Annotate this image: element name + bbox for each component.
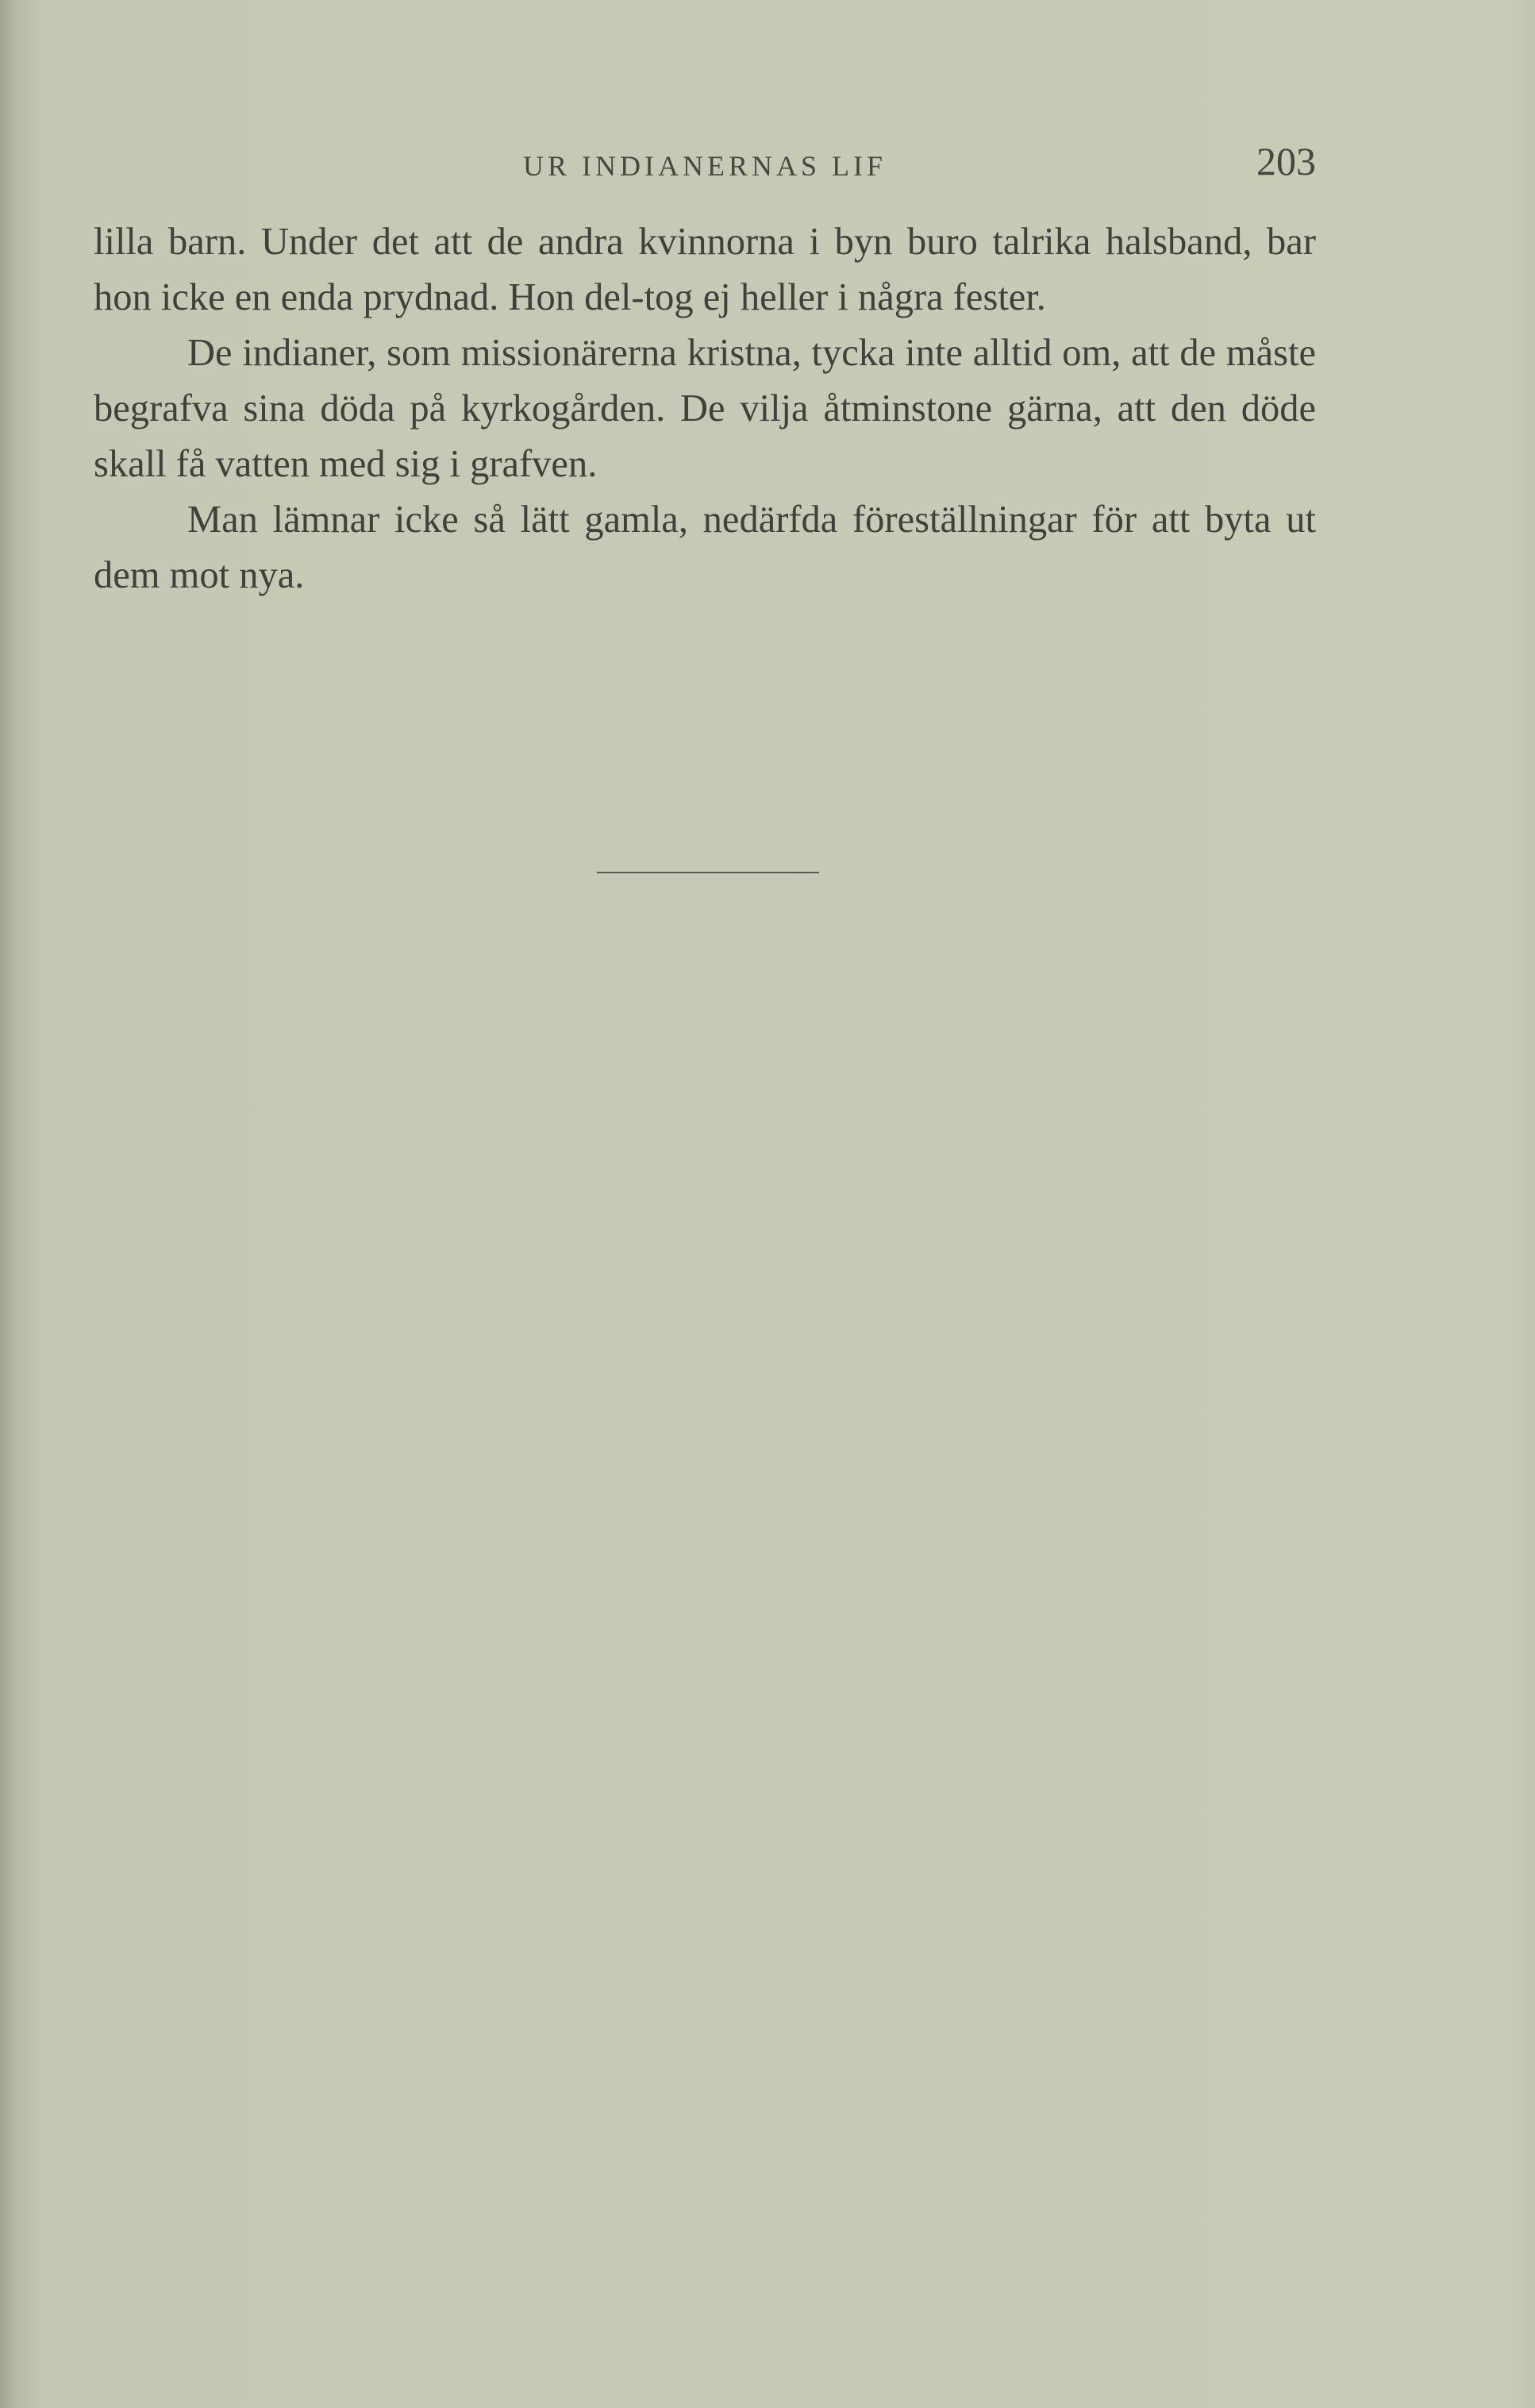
paragraph-old-beliefs: Man lämnar icke så lätt gamla, nedärfda föreställningar för att byta ut dem mot nya. xyxy=(94,499,1316,596)
paragraph-indians-burial: De indianer, som missionärerna kristna, tycka inte alltid om, att de måste begrafva sina döda på kyrkogården. De vilja åtminstone gärna, att den döde skall få vatten med sig i grafven. xyxy=(94,332,1316,485)
paragraph-continuation: lilla barn. Under det att de andra kvinnorna i byn buro talrika halsband, bar hon icke en enda prydnad. Hon del-tog ej heller i några fester. xyxy=(94,221,1316,318)
running-title: UR INDIANERNAS LIF xyxy=(523,150,887,182)
running-head xyxy=(94,133,1316,197)
text-block xyxy=(94,214,1316,603)
section-end-rule xyxy=(597,872,819,873)
page-number: 203 xyxy=(1256,139,1316,183)
